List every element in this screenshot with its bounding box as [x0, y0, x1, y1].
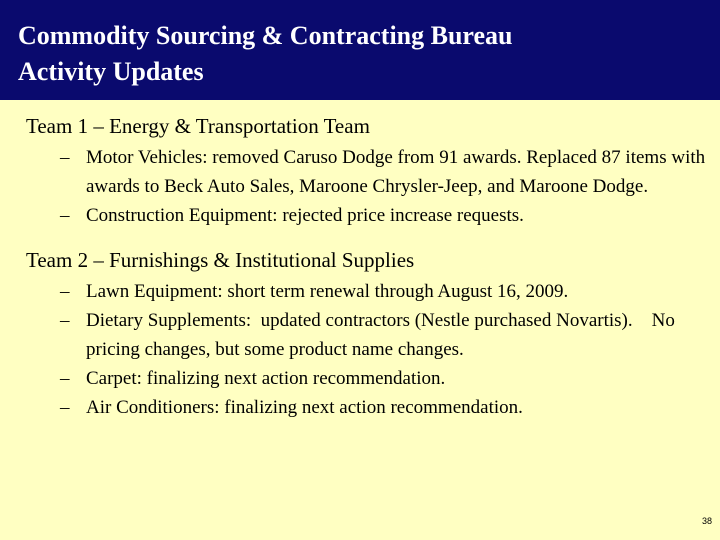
- team-1-heading: Team 1 – Energy & Transportation Team: [26, 114, 370, 138]
- team-2-heading: Team 2 – Furnishings & Institutional Supplies: [26, 248, 415, 272]
- dash-bullet: –: [60, 310, 70, 331]
- item-text: Motor Vehicles: removed Caruso Dodge from 91 awards. Replaced 87 items with awards to Beck Auto Sales, Maroone Chrysler-Jeep, and Maroone Dodge.: [86, 147, 706, 197]
- team-1-items: [26, 143, 710, 230]
- team-2-section: [26, 246, 710, 422]
- list-item: [60, 306, 710, 364]
- item-text: Air Conditioners: finalizing next action recommendation.: [86, 397, 523, 418]
- dash-bullet: –: [60, 281, 70, 302]
- list-item: [60, 393, 710, 422]
- slide-title-line-1: Commodity Sourcing & Contracting Bureau: [18, 21, 513, 50]
- team-1-section: [26, 112, 710, 230]
- title-bar: [0, 0, 720, 100]
- slide-content: [26, 112, 710, 422]
- list-item: [60, 143, 710, 201]
- list-item: [60, 201, 710, 230]
- list-item: [60, 364, 710, 393]
- team-2-items: [26, 277, 710, 422]
- item-text: Carpet: finalizing next action recommendation.: [86, 368, 446, 389]
- item-text: Lawn Equipment: short term renewal through August 16, 2009.: [86, 281, 569, 302]
- dash-bullet: –: [60, 368, 70, 389]
- item-text: Dietary Supplements: updated contractors (Nestle purchased Novartis). No pricing changes, but some product name changes.: [86, 310, 680, 360]
- dash-bullet: –: [60, 205, 70, 226]
- list-item: [60, 277, 710, 306]
- dash-bullet: –: [60, 397, 70, 418]
- slide-title-line-2: Activity Updates: [18, 57, 204, 86]
- dash-bullet: –: [60, 147, 70, 168]
- item-text: Construction Equipment: rejected price increase requests.: [86, 205, 524, 226]
- page-number: 38: [701, 516, 712, 526]
